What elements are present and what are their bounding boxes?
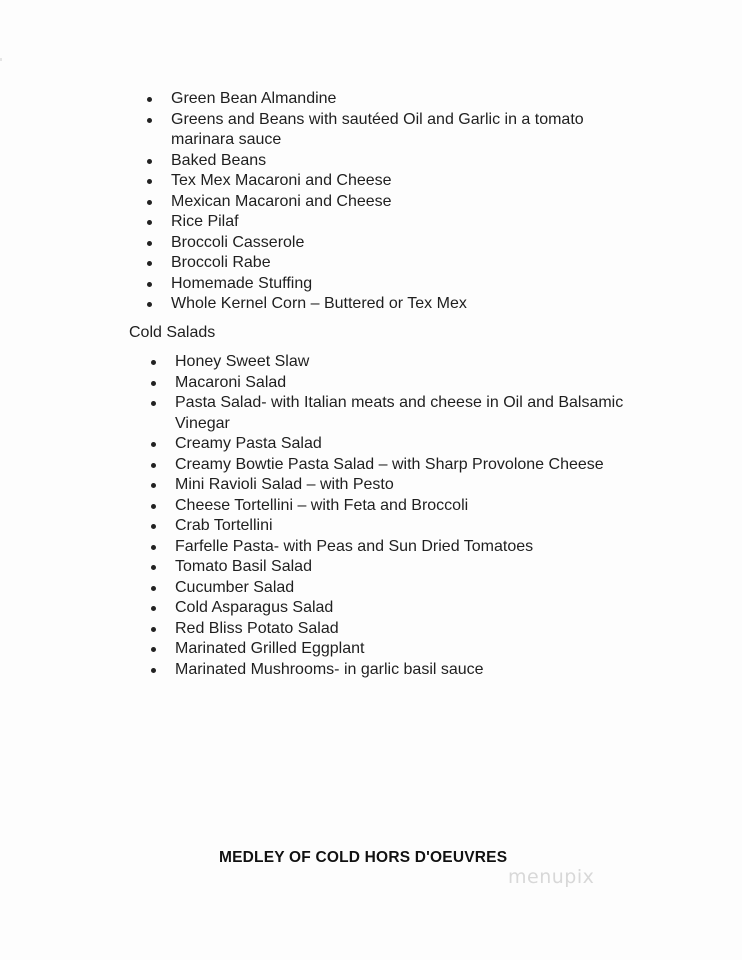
menu-item-label: Creamy Bowtie Pasta Salad – with Sharp Provolone Cheese (175, 455, 604, 473)
menu-item (151, 434, 671, 455)
menu-item-label: Honey Sweet Slaw (175, 353, 310, 370)
menu-item-label: Greens and Beans with sautéed Oil and Garlic in a tomato marinara sauce (171, 110, 584, 148)
bullet-icon (147, 118, 152, 123)
menu-item-label: Cheese Tortellini – with Feta and Broccoli (175, 496, 469, 514)
menu-item (151, 598, 671, 619)
menu-item-label: Mini Ravioli Salad – with Pesto (175, 476, 394, 493)
menu-item (151, 516, 671, 537)
bullet-icon (147, 179, 152, 184)
menu-item (147, 274, 627, 295)
menu-item-label: Green Bean Almandine (171, 90, 337, 107)
menu-item-label: Marinated Mushrooms- in garlic basil sauce (175, 660, 484, 678)
scan-mark (0, 58, 2, 61)
bullet-icon (147, 159, 152, 164)
bullet-icon (147, 261, 152, 266)
menu-item (151, 660, 671, 681)
menu-item-label: Broccoli Rabe (171, 254, 271, 271)
menu-item-label: Mexican Macaroni and Cheese (171, 192, 392, 210)
cold-salads-list (151, 352, 671, 680)
menu-item-label: Tomato Basil Salad (175, 558, 312, 575)
menu-item (147, 253, 627, 274)
bullet-icon (151, 504, 156, 509)
bullet-icon (147, 220, 152, 225)
bullet-icon (151, 627, 156, 632)
menu-item (151, 557, 671, 578)
bullet-icon (151, 606, 156, 611)
menu-item (147, 110, 627, 151)
menu-item (151, 537, 671, 558)
menu-item-label: Tex Mex Macaroni and Cheese (171, 172, 392, 189)
menu-item (147, 89, 627, 110)
bullet-icon (151, 483, 156, 488)
menupix-watermark: menupix (508, 866, 595, 888)
cold-hors-doeuvres-title: MEDLEY OF COLD HORS D'OEUVRES (219, 849, 508, 866)
bullet-icon (147, 282, 152, 287)
menu-item (147, 233, 627, 254)
menu-item (151, 393, 671, 434)
menu-item (151, 639, 671, 660)
hot-sides-list (147, 89, 627, 315)
menu-item (147, 294, 627, 315)
bullet-icon (151, 668, 156, 673)
bullet-icon (151, 545, 156, 550)
menu-item-label: Cucumber Salad (175, 578, 295, 596)
menu-item-label: Macaroni Salad (175, 373, 287, 391)
menu-item-label: Red Bliss Potato Salad (175, 619, 339, 637)
cold-salads-heading: Cold Salads (129, 324, 216, 341)
bullet-icon (147, 97, 152, 102)
menu-item-label: Farfelle Pasta- with Peas and Sun Dried Tomatoes (175, 537, 534, 555)
bullet-icon (151, 360, 156, 365)
bullet-icon (151, 524, 156, 529)
menu-item-label: Creamy Pasta Salad (175, 435, 322, 452)
menu-item-label: Whole Kernel Corn – Buttered or Tex Mex (171, 295, 467, 312)
menu-item (151, 475, 671, 496)
menu-item-label: Pasta Salad- with Italian meats and cheese in Oil and Balsamic Vinegar (175, 394, 624, 432)
menu-item (151, 455, 671, 476)
bullet-icon (151, 647, 156, 652)
menu-item-label: Marinated Grilled Eggplant (175, 640, 365, 657)
menu-item (147, 171, 627, 192)
bullet-icon (151, 586, 156, 591)
bullet-icon (151, 381, 156, 386)
menu-item-label: Homemade Stuffing (171, 274, 313, 292)
menu-item-label: Cold Asparagus Salad (175, 599, 334, 616)
bullet-icon (147, 241, 152, 246)
bullet-icon (151, 401, 156, 406)
menu-item-label: Baked Beans (171, 151, 267, 169)
bullet-icon (151, 442, 156, 447)
menu-item-label: Crab Tortellini (175, 517, 273, 534)
menu-item (147, 212, 627, 233)
bullet-icon (147, 302, 152, 307)
menu-item (151, 496, 671, 517)
menu-item-label: Rice Pilaf (171, 213, 239, 230)
menu-item (147, 151, 627, 172)
menu-item (151, 578, 671, 599)
bullet-icon (151, 565, 156, 570)
menu-item-label: Broccoli Casserole (171, 233, 305, 251)
bullet-icon (151, 463, 156, 468)
bullet-icon (147, 200, 152, 205)
menu-item (147, 192, 627, 213)
menu-item (151, 352, 671, 373)
menu-item (151, 373, 671, 394)
menu-item (151, 619, 671, 640)
